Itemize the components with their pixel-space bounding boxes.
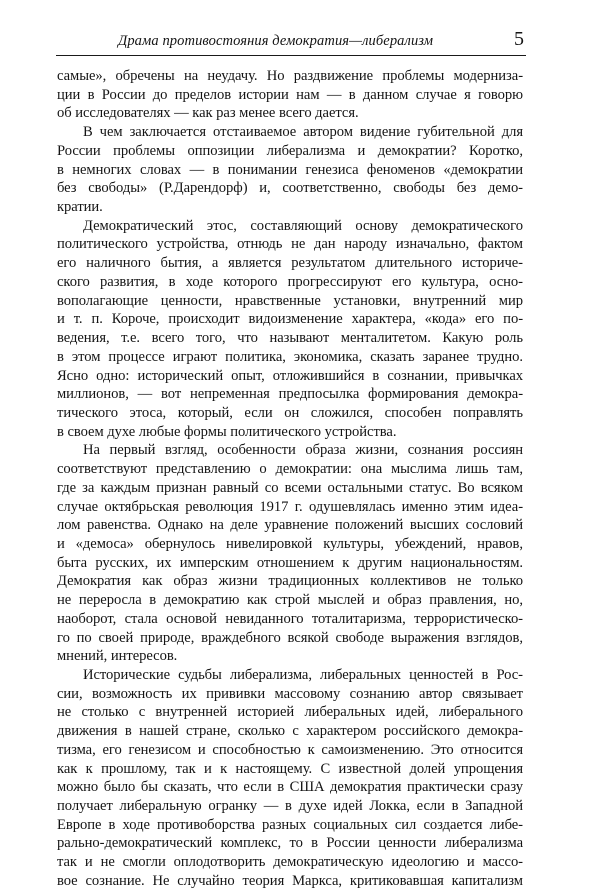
text-line: в немногих словах — в понимании генезиса феноменов «демократии [57,161,523,178]
text-line: ского развития, в ходе которого прогрессируют его культура, осно- [57,273,523,290]
paragraph [57,666,523,891]
text-line: получает либеральную огранку — в духе идей Локка, если в Западной [57,798,523,815]
text-line: Исторические судьбы либерализма, либеральных ценностей в Рос- [83,667,523,683]
text-line: в этом процессе играют политика, экономика, сказать заранее трудно. [57,348,523,365]
text-line: быта русских, их имперским отношением к другим национальностям. [57,554,523,571]
text-line: без свободы» (Р.Дарендорф) и, соответственно, свободы без демо- [57,180,523,197]
text-line: Демократия как образ жизни традиционных коллективов не только [57,573,523,590]
text-line: в своем духе любые формы политического устройства. [57,423,397,440]
text-line: ции в России до пределов истории нам — в данном случае я говорю [57,86,523,103]
text-line: мнений, интересов. [57,648,178,665]
text-line: ведения, т.е. всего того, что называют менталитетом. Какую роль [57,330,523,347]
text-line: наоборот, стала основой невиданного тоталитаризма, террористическо- [57,610,523,627]
text-line: Демократический этос, составляющий основу демократического [83,217,523,234]
text-line: не переросла в демократию как строй мыслей и образ правления, но, [57,592,523,609]
text-line: тического этоса, который, если он сложился, способен поправлять [57,404,523,421]
running-title: Драма противостояния демократия—либерализм [118,33,434,49]
text-line: где за каждым признан равный со всеми остальными статус. Во всяком [57,479,523,496]
text-line: В чем заключается отстаиваемое автором видение губительной для [83,124,523,141]
text-line: случае октябрьская революция 1917 г. одушевлялась именно этим идеа- [57,498,523,515]
text-line: можно было бы сказать, что если в США демократия практически сразу [57,779,523,796]
text-line: не столько с внутренней историей либеральных идей, либерального [57,704,523,721]
paragraph [57,123,523,217]
text-line: вое сознание. Не случайно теория Маркса, критиковавшая капитализм [57,872,523,889]
text-line: миллионов, — вот непременная предпосылка формирования демокра- [57,386,523,403]
text-line: его наличного бытия, а является результатом длительного историче- [57,255,523,272]
page-header [56,27,526,56]
text-line: Ясно одно: исторический опыт, отложившийся в сознании, привычках [57,367,523,384]
paragraph [57,441,523,666]
text-line: вополагающие ценности, нравственные установки, внутренний мир [57,292,523,309]
text-line: кратии. [57,199,103,216]
text-line: как к прошлому, так и к настоящему. С известной долей упрощения [57,760,523,777]
text-line: На первый взгляд, особенности образа жизни, сознания россиян [83,442,523,459]
text-line: Европе в ходе противоборства разных социальных сил создается либе- [57,816,523,833]
text-line: и «демоса» обернулось нивелировкой культуры, убеждений, нравов, [57,535,523,552]
text-line: самые», обречены на неудачу. Но раздвижение проблемы модерниза- [57,68,523,84]
page-number: 5 [514,28,524,50]
text-line: и т. п. Короче, происходит видоизменение характера, «кода» его по- [57,311,523,328]
body-text [57,67,523,891]
text-line: политического устройства, отнюдь не дан народу изначально, фактом [57,236,523,253]
text-line: сии, возможность их прививки массовому сознанию автор связывает [57,685,523,702]
paragraph [57,67,523,123]
text-line: рально-демократический комплекс, то в России ценности либерализма [57,835,523,852]
text-line: движения в нашей стране, сколько с характером российского демокра- [57,723,523,740]
text-line: го по своей природе, враждебного всякой свободе выражения взглядов, [57,629,523,646]
text-line: лом равенства. Однако на деле уравнение положений высших сословий [57,517,523,534]
text-line: об исследователях — как раз менее всего дается. [57,105,359,122]
text-line: так и не смогли оплодотворить демократическую идеологию и массо- [57,854,523,871]
text-line: тизма, его генезисом и способностью к самоизменению. Это относится [57,741,523,758]
paragraph [57,217,523,442]
text-line: России проблемы оппозиции либерализма и демократии? Коротко, [57,142,523,159]
text-line: соответствуют представлению о демократии: она мыслима лишь там, [57,461,523,478]
